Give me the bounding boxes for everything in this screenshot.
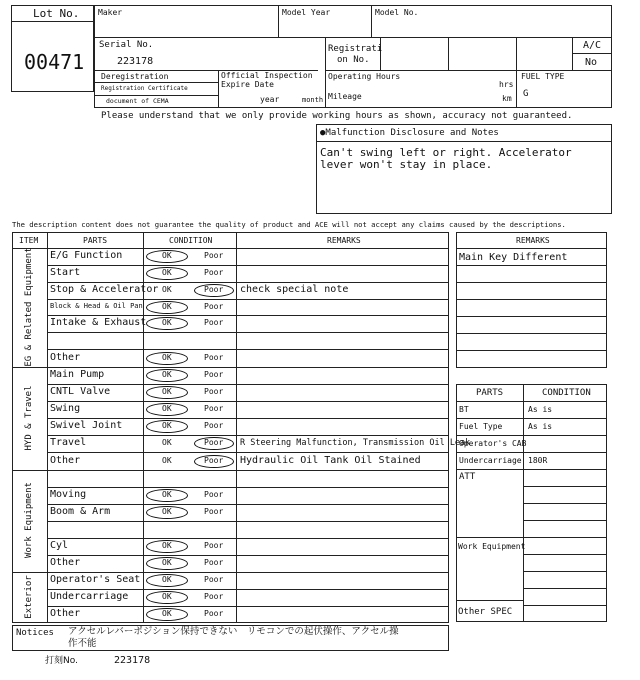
work-equipment-label: Work Equipment bbox=[458, 542, 526, 551]
ok-option: OK bbox=[162, 438, 172, 447]
part-name: Operator's Seat bbox=[50, 574, 141, 585]
ok-option: OK bbox=[162, 592, 172, 601]
document-of-cema-label: document of CEMA bbox=[106, 97, 169, 105]
part-name: CNTL Valve bbox=[50, 386, 111, 397]
other-spec-label: Other SPEC bbox=[458, 607, 513, 617]
ok-circle-mark bbox=[146, 352, 188, 365]
mileage-label: Mileage bbox=[328, 92, 362, 101]
remarks-header: REMARKS bbox=[327, 236, 361, 245]
ok-option: OK bbox=[162, 421, 172, 430]
stamp-label: 打刻No. bbox=[45, 656, 78, 666]
lot-no-label: Lot No. bbox=[33, 7, 80, 20]
part-name: Start bbox=[50, 267, 81, 278]
poor-circle-mark bbox=[194, 437, 234, 450]
serial-no-label: Serial No. bbox=[99, 40, 154, 50]
right-condition-value: As is bbox=[528, 405, 553, 414]
right-remarks-header: REMARKS bbox=[516, 236, 550, 245]
ok-option: OK bbox=[162, 285, 172, 294]
ok-circle-mark bbox=[146, 574, 188, 587]
poor-option: Poor bbox=[204, 404, 224, 413]
part-name: Other bbox=[50, 608, 81, 619]
part-name: Other bbox=[50, 557, 81, 568]
ok-circle-mark bbox=[146, 608, 188, 621]
att-label: ATT bbox=[459, 472, 476, 482]
stamp-value: 223178 bbox=[114, 655, 151, 666]
part-name: Swivel Joint bbox=[50, 420, 123, 431]
group-label: HYD & Travel bbox=[24, 384, 34, 451]
part-name: Moving bbox=[50, 489, 87, 500]
model-no-label: Model No. bbox=[375, 8, 419, 17]
operating-hours-label: Operating Hours bbox=[328, 72, 401, 81]
poor-option: Poor bbox=[204, 438, 224, 447]
ok-circle-mark bbox=[146, 386, 188, 399]
ac-value: No bbox=[585, 57, 598, 68]
model-year-label: Model Year bbox=[282, 8, 331, 17]
ok-option: OK bbox=[162, 558, 172, 567]
poor-option: Poor bbox=[204, 507, 224, 516]
right-part-name: Fuel Type bbox=[459, 422, 503, 431]
ok-circle-mark bbox=[146, 506, 188, 519]
poor-circle-mark bbox=[194, 284, 234, 297]
parts-header: PARTS bbox=[83, 236, 108, 245]
right-remarks-first: Main Key Different bbox=[459, 252, 568, 263]
working-hours-note: Please understand that we only provide working hours as shown, accuracy not guaranteed. bbox=[101, 111, 573, 121]
right-part-name: BT bbox=[459, 405, 469, 414]
year-label: year bbox=[260, 95, 280, 104]
group-label: Work Equipment bbox=[24, 482, 34, 558]
ok-option: OK bbox=[162, 352, 172, 362]
lot-no-value: 00471 bbox=[24, 50, 85, 74]
ok-circle-mark bbox=[146, 591, 188, 604]
ok-circle-mark bbox=[146, 267, 188, 280]
right-condition-header: CONDITION bbox=[542, 388, 591, 398]
poor-option: Poor bbox=[204, 318, 224, 327]
month-label: month bbox=[302, 96, 324, 104]
poor-option: Poor bbox=[204, 301, 224, 311]
remark-text: Hydraulic Oil Tank Oil Stained bbox=[240, 454, 421, 466]
ok-option: OK bbox=[162, 575, 172, 584]
remark-text: check special note bbox=[240, 284, 349, 295]
notices-line-1: アクセルレバーポジション保持できない リモコンでの起伏操作、アクセル操 bbox=[68, 626, 399, 637]
notices-label: Notices bbox=[16, 628, 54, 638]
group-label: EG & Related Equipment bbox=[24, 246, 34, 367]
ok-circle-mark bbox=[146, 301, 188, 314]
malfunction-line-2: lever won't stay in place. bbox=[320, 158, 493, 171]
ok-circle-mark bbox=[146, 489, 188, 502]
ok-option: OK bbox=[162, 318, 172, 327]
ok-circle-mark bbox=[146, 317, 188, 330]
ok-option: OK bbox=[162, 387, 172, 396]
poor-option: Poor bbox=[204, 592, 224, 601]
hrs-label: hrs bbox=[499, 80, 514, 89]
registration-label-2: on No. bbox=[337, 55, 370, 65]
maker-label: Maker bbox=[98, 8, 123, 17]
ok-circle-mark bbox=[146, 403, 188, 416]
part-name: E/G Function bbox=[50, 250, 123, 261]
poor-option: Poor bbox=[204, 609, 224, 618]
poor-option: Poor bbox=[204, 285, 224, 294]
ok-option: OK bbox=[162, 455, 172, 465]
poor-circle-mark bbox=[194, 455, 234, 468]
part-name: Main Pump bbox=[50, 369, 105, 380]
poor-option: Poor bbox=[204, 387, 224, 396]
poor-option: Poor bbox=[204, 575, 224, 584]
part-name: Other bbox=[50, 351, 81, 363]
expire-date-label: Expire Date bbox=[221, 80, 274, 89]
poor-option: Poor bbox=[204, 421, 224, 430]
poor-option: Poor bbox=[204, 268, 224, 277]
condition-header: CONDITION bbox=[169, 236, 213, 245]
fuel-type-value: G bbox=[523, 89, 529, 99]
ok-option: OK bbox=[162, 541, 172, 550]
ok-option: OK bbox=[162, 251, 172, 260]
part-name: Cyl bbox=[50, 540, 69, 551]
remark-text: R Steering Malfunction, Transmission Oil Leak bbox=[240, 437, 471, 448]
item-header: ITEM bbox=[19, 236, 39, 245]
ok-circle-mark bbox=[146, 557, 188, 570]
ok-option: OK bbox=[162, 490, 172, 499]
right-part-name: Undercarriage bbox=[459, 456, 522, 465]
registration-label-1: Registrati bbox=[328, 44, 383, 54]
official-inspection-label: Official Inspection bbox=[221, 71, 313, 80]
poor-option: Poor bbox=[204, 352, 224, 362]
deregistration-label: Deregistration bbox=[101, 72, 169, 81]
part-name: Travel bbox=[50, 437, 87, 448]
notices-line-2: 作不能 bbox=[68, 638, 97, 649]
ok-option: OK bbox=[162, 507, 172, 516]
poor-option: Poor bbox=[204, 370, 224, 379]
disclaimer: The description content does not guarantee the quality of product and ACE will not accept any claims caused by the descriptions. bbox=[12, 220, 566, 229]
ok-option: OK bbox=[162, 404, 172, 413]
ok-circle-mark bbox=[146, 250, 188, 263]
part-name: Block & Head & Oil Pan bbox=[50, 302, 143, 310]
part-name: Undercarriage bbox=[50, 591, 129, 602]
part-name: Other bbox=[50, 454, 81, 466]
malfunction-line-1: Can't swing left or right. Accelerator bbox=[320, 146, 572, 159]
fuel-type-label: FUEL TYPE bbox=[521, 72, 565, 81]
part-name: Swing bbox=[50, 403, 81, 414]
km-label: km bbox=[502, 94, 512, 103]
ok-circle-mark bbox=[146, 420, 188, 433]
registration-certificate-label: Registration Certificate bbox=[101, 85, 188, 92]
poor-option: Poor bbox=[204, 490, 224, 499]
poor-option: Poor bbox=[204, 251, 224, 260]
serial-no-value: 223178 bbox=[117, 56, 154, 67]
ok-circle-mark bbox=[146, 369, 188, 382]
ok-option: OK bbox=[162, 370, 172, 379]
poor-option: Poor bbox=[204, 541, 224, 550]
group-label: Exterior bbox=[24, 574, 34, 619]
ok-option: OK bbox=[162, 268, 172, 277]
ok-option: OK bbox=[162, 301, 172, 311]
part-name: Intake & Exhaust bbox=[50, 317, 147, 328]
right-part-name: Operator's CAB bbox=[459, 439, 527, 448]
ok-circle-mark bbox=[146, 540, 188, 553]
right-condition-value: 180R bbox=[528, 456, 548, 465]
part-name: Boom & Arm bbox=[50, 506, 111, 517]
right-condition-value: As is bbox=[528, 422, 553, 431]
right-parts-header: PARTS bbox=[476, 388, 504, 398]
ok-option: OK bbox=[162, 609, 172, 618]
ac-label: A/C bbox=[583, 40, 602, 51]
malfunction-title: ●Malfunction Disclosure and Notes bbox=[320, 128, 499, 138]
part-name: Stop & Accelerator bbox=[50, 284, 159, 295]
poor-option: Poor bbox=[204, 558, 224, 567]
poor-option: Poor bbox=[204, 455, 224, 465]
